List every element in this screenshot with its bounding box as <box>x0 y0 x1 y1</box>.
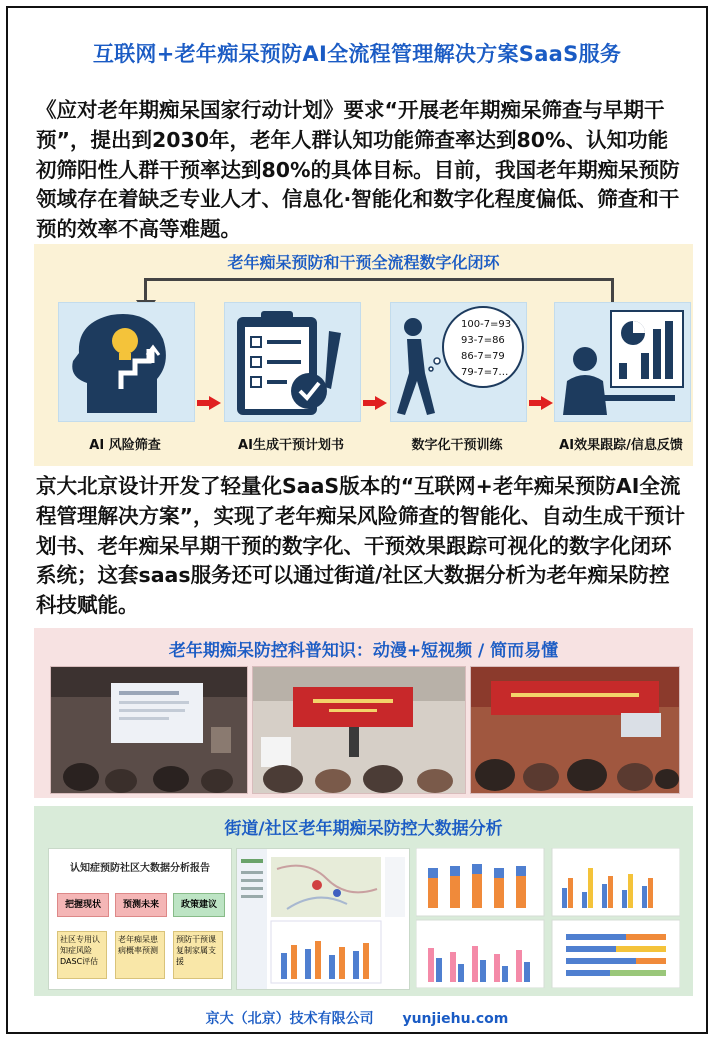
report-header: 把握现状 <box>57 893 109 917</box>
math-line: 93-7=86 <box>461 335 505 346</box>
arrow-icon <box>363 396 389 410</box>
science-title: 老年期痴呆防控科普知识：动漫+短视频 / 简而易懂 <box>168 641 559 661</box>
step-card-screening <box>58 302 195 422</box>
report-header: 预测未来 <box>115 893 167 917</box>
website-link[interactable]: yunjiehu.com <box>402 1011 509 1027</box>
walking-person-icon <box>391 303 526 421</box>
person-dashboard-icon <box>555 303 690 421</box>
report-cell: 社区专用认知症风险DASC评估 <box>57 931 107 979</box>
loop-connector <box>144 278 614 306</box>
checklist-clipboard-icon <box>225 303 360 421</box>
intro-paragraph: 《应对老年期痴呆国家行动计划》要求“开展老年期痴呆筛查与早期干预”，提出到2030年，老年人群认知功能筛查率达到80%、认知功能初筛阳性人群干预率达到80%的具体目标。目前，我国老年期痴呆预防领域存在着缺乏专业人才、信息化·智能化和数字化程度偏低、筛查和干预的效率不高等难题。 <box>36 98 680 242</box>
math-line: 100-7=93 <box>461 319 512 330</box>
footer <box>8 1008 706 1028</box>
step-card-plan <box>224 302 361 422</box>
data-title: 街道/社区老年期痴呆防控大数据分析 <box>224 819 503 839</box>
step-label-screening: AI 风险筛查 <box>89 438 161 453</box>
flow-panel <box>34 244 693 466</box>
map-dashboard-thumbnail <box>236 848 410 990</box>
head-lightbulb-icon <box>59 303 194 421</box>
solution-paragraph: 京大北京设计开发了轻量化SaaS版本的“互联网+老年痴呆预防AI全流程管理解决方案”，实现了老年痴呆风险筛查的智能化、自动生成干预计划书、老年痴呆早期干预的数字化、干预效果跟踪可视化的数字化闭环系统；这套saas服务还可以通过街道/社区大数据分析为老年痴呆防控科技赋能。 <box>36 474 685 618</box>
lecture-photo-3 <box>470 666 680 794</box>
report-cell: 预防干预课复制家属支援 <box>173 931 223 979</box>
lecture-photo-1 <box>50 666 248 794</box>
math-line: 86-7=79 <box>461 351 505 362</box>
step-label-feedback: AI效果跟踪/信息反馈 <box>559 438 683 453</box>
report-cell: 老年痴呆患病概率预测 <box>115 931 165 979</box>
science-panel <box>34 628 693 798</box>
arrow-icon <box>197 396 223 410</box>
charts-grid <box>416 848 680 988</box>
data-panel <box>34 806 693 996</box>
step-label-plan: AI生成干预计划书 <box>238 438 344 453</box>
company-name: 京大（北京）技术有限公司 <box>205 1011 374 1027</box>
report-title: 认知症预防社区大数据分析报告 <box>70 863 210 874</box>
poster <box>6 6 708 1034</box>
report-card <box>48 848 232 990</box>
arrow-icon <box>529 396 555 410</box>
step-card-feedback <box>554 302 691 422</box>
report-header: 政策建议 <box>173 893 225 917</box>
page-title: 互联网+老年痴呆预防AI全流程管理解决方案SaaS服务 <box>92 42 622 66</box>
math-line: 79-7=7… <box>461 367 509 378</box>
flow-title: 老年痴呆预防和干预全流程数字化闭环 <box>227 253 500 272</box>
step-label-training: 数字化干预训练 <box>411 438 503 453</box>
lecture-photo-2 <box>252 666 466 794</box>
step-card-training <box>390 302 527 422</box>
